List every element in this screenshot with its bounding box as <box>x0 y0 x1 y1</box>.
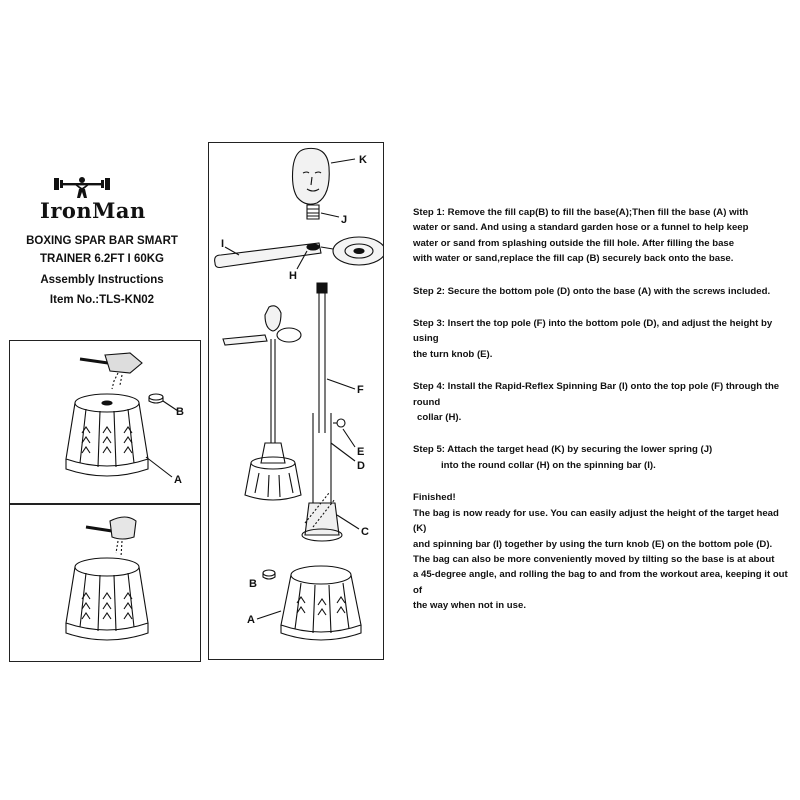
panel3-label-e: E <box>357 446 365 458</box>
panel1-label-b: B <box>176 406 184 418</box>
panel3-label-f: F <box>357 384 364 396</box>
assembly-instructions <box>413 205 791 614</box>
step-1 <box>413 205 791 267</box>
document-subtitle: Assembly Instructions <box>40 274 164 286</box>
step-4-line-1: Step 4: Install the Rapid-Reflex Spinning Bar (I) onto the top pole (F) through the round <box>413 381 780 408</box>
panel3-label-c: C <box>361 526 369 538</box>
step-2-line-1: Step 2: Secure the bottom pole (D) onto the base (A) with the screws included. <box>413 285 771 297</box>
step-3-line-1: Step 3: Insert the top pole (F) into the bottom pole (D), and adjust the height by using <box>413 318 773 345</box>
panel3-label-j: J <box>341 214 348 226</box>
panel3-label-i: I <box>221 238 225 250</box>
step-5-line-2: into the round collar (H) on the spinning bar (I). <box>441 459 656 471</box>
diagram-assembly-exploded <box>208 142 384 660</box>
panel3-label-k: K <box>359 154 367 166</box>
panel3-label-h: H <box>289 270 297 282</box>
finished-line-5: the way when not in use. <box>413 600 527 612</box>
assembly-exploded-illustration <box>209 143 383 659</box>
step-1-line-2: water or sand. And using a standard garden hose or a funnel to help keep <box>413 222 749 234</box>
step-4-line-2: collar (H). <box>417 412 462 424</box>
finished-line-3: The bag can also be more conveniently moved by tilting so the base is at about <box>413 553 775 565</box>
panel3-label-d: D <box>357 460 365 472</box>
step-4 <box>413 379 791 425</box>
finished-heading: Finished! <box>413 492 456 504</box>
step-2 <box>413 284 791 299</box>
fill-with-hose-illustration <box>10 341 200 503</box>
step-1-line-4: with water or sand,replace the fill cap (B) securely back onto the base. <box>413 253 734 265</box>
finished-line-2: and spinning bar (I) together by using the turn knob (E) on the bottom pole (D). <box>413 538 773 550</box>
fill-with-funnel-illustration <box>10 505 200 661</box>
finished-body <box>413 506 791 614</box>
finished-line-4: a 45-degree angle, and rolling the bag to and from the workout area, keeping it out of <box>413 569 788 596</box>
item-number: Item No.:TLS-KN02 <box>49 294 155 306</box>
brand-name: IronMan <box>40 198 146 223</box>
step-5-line-1: Step 5: Attach the target head (K) by securing the lower spring (J) <box>413 444 713 456</box>
step-3 <box>413 316 791 362</box>
step-1-line-1: Step 1: Remove the fill cap(B) to fill the base(A);Then fill the base (A) with <box>413 207 749 218</box>
diagram-fill-with-funnel <box>9 504 201 662</box>
step-3-line-2: the turn knob (E). <box>413 348 493 360</box>
product-title-line1: BOXING SPAR BAR SMART <box>26 235 178 247</box>
panel3-label-a: A <box>247 614 255 626</box>
product-title-line2: TRAINER 6.2FT I 60KG <box>40 253 164 265</box>
diagram-fill-with-hose <box>9 340 201 504</box>
step-5 <box>413 442 791 473</box>
finished-line-1: The bag is now ready for use. You can easily adjust the height of the target head (K) <box>413 507 779 535</box>
weightlifter-logo-icon <box>52 176 112 200</box>
panel3-label-b: B <box>249 578 257 590</box>
step-1-line-3: water or sand from splashing outside the fill hole. After filling the base <box>413 237 735 249</box>
panel1-label-a: A <box>174 474 182 486</box>
brand-logo <box>30 176 170 228</box>
